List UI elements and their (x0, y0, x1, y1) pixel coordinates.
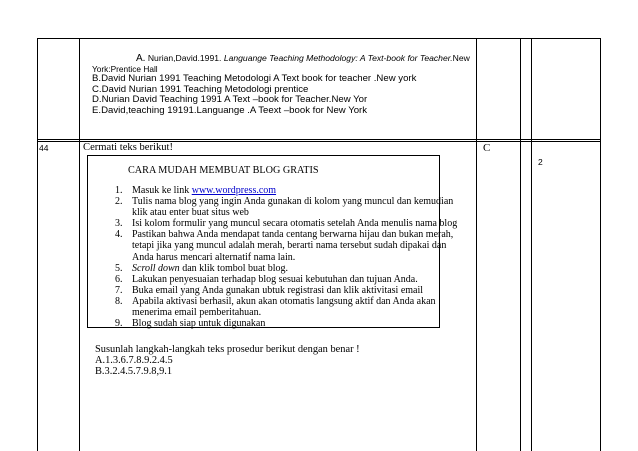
procedure-step (107, 263, 457, 274)
step-text-continuation: tetapi jika yang muncul adalah merah, berarti nama tersebut sudah dipakai dan (132, 240, 447, 252)
q43-option-a-title: Languange Teaching Methodology: A Text-book for Teacher. (223, 53, 453, 63)
procedure-step (107, 296, 457, 318)
q44-answer-key: C (483, 142, 491, 154)
q44-prompt: Cermati teks berikut! (83, 142, 174, 153)
row-divider (37, 139, 601, 140)
step-text-continuation: klik atau enter buat situs web (132, 207, 249, 219)
table-left-border (37, 38, 38, 451)
q43-option-a-continuation: York:Prentice Hall (92, 64, 158, 74)
step-number: 7. (115, 284, 123, 296)
step-text: Apabila aktivasi berhasil, akun akan otomatis langsung aktif dan Anda akan (132, 295, 436, 307)
procedure-step (107, 229, 457, 262)
q44-score: 2 (538, 157, 543, 167)
q43-option-e: E.David,teaching 19191.Languange .A Teext –book for New York (92, 104, 368, 116)
step-text: Tulis nama blog yang ingin Anda gunakan di kolom yang muncul dan kemudian (132, 196, 454, 208)
procedure-step (107, 196, 457, 218)
step-number: 4. (115, 229, 123, 241)
q43-option-b: B.David Nurian 1991 Teaching Metodologi A Text book for teacher .New york (92, 73, 417, 84)
step-text-italic: Scroll down (132, 262, 180, 274)
text-box-title: CARA MUDAH MEMBUAT BLOG GRATIS (128, 165, 319, 176)
table-col-divider-3 (520, 38, 521, 451)
procedure-step (107, 185, 457, 196)
wordpress-link[interactable]: www.wordpress.com (191, 185, 277, 196)
q43-option-a-tail: New (452, 53, 470, 63)
step-text: Buka email yang Anda gunakan ubtuk registrasi dan klik aktivitasi email (132, 284, 424, 296)
table-top-border (37, 38, 601, 39)
table-right-border (600, 38, 601, 451)
table-col-divider-2 (476, 38, 477, 451)
step-text-continuation: menerima email pemberitahuan. (132, 307, 262, 319)
step-number: 9. (115, 318, 123, 330)
step-number: 2. (115, 196, 123, 208)
procedure-steps-list (107, 185, 457, 329)
q44-number: 44 (39, 143, 49, 153)
table-col-divider-4 (531, 38, 532, 451)
q43-option-a-authors: Nurian,David.1991. (147, 53, 222, 63)
table-col-divider-1 (79, 38, 80, 451)
procedure-step (107, 218, 457, 229)
step-text: Lakukan penyesuaian terhadap blog sesuai kebutuhan dan tujuan Anda. (132, 273, 418, 285)
step-text: dan klik tombol buat blog. (179, 262, 289, 274)
q43-option-a-prefix: A. (136, 53, 146, 64)
q44-option-b: B.3.2.4.5.7.9.8,9.1 (95, 366, 173, 377)
q44-option-a: A.1.3.6.7.8.9.2.4.5 (95, 355, 173, 366)
step-text-continuation: Anda harus mencari alternatif nama lain. (132, 251, 296, 263)
step-text: Blog sudah siap untuk digunakan (132, 318, 266, 330)
q43-option-c: C.David Nurian 1991 Teaching Metodologi prentice (92, 83, 309, 95)
procedure-step (107, 285, 457, 296)
step-text: Isi kolom formulir yang muncul secara otomatis setelah Anda menulis nama blog (132, 218, 458, 230)
step-number: 5. (115, 262, 123, 274)
step-text: Masuk ke link (132, 185, 192, 196)
q44-instruction: Susunlah langkah-langkah teks prosedur berikut dengan benar ! (95, 344, 360, 355)
step-number: 6. (115, 273, 123, 285)
step-text: Pastikan bahwa Anda mendapat tanda centang berwarna hijau dan bukan merah, (132, 229, 454, 241)
q43-option-a (136, 53, 470, 64)
step-number: 8. (115, 295, 123, 307)
q43-option-list (92, 74, 416, 116)
q43-option-d: D.Nurian David Teaching 1991 A Text –book for Teacher.New Yor (92, 94, 368, 106)
procedure-step (107, 318, 457, 329)
step-number: 1. (115, 185, 123, 196)
procedure-step (107, 274, 457, 285)
step-number: 3. (115, 218, 123, 230)
